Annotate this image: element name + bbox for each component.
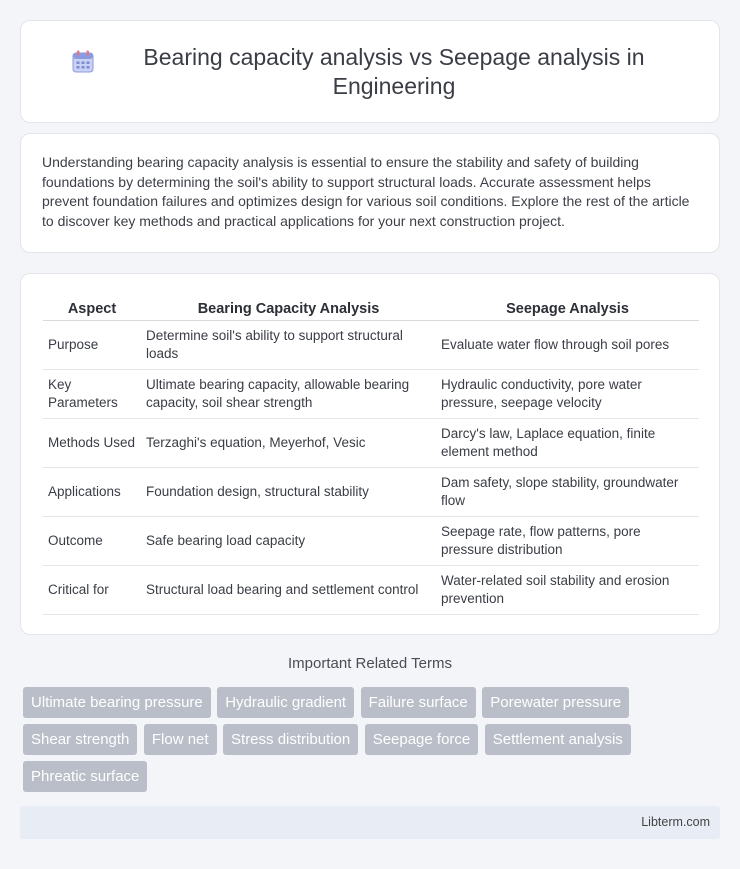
- table-row: [43, 320, 699, 369]
- cell-aspect: Key Parameters: [43, 369, 141, 418]
- footer: [20, 806, 720, 839]
- cell-aspect: Applications: [43, 467, 141, 516]
- cell-bearing: Determine soil's ability to support structural loads: [141, 320, 436, 369]
- cell-bearing: Safe bearing load capacity: [141, 516, 436, 565]
- tag-porewater-pressure[interactable]: Porewater pressure: [482, 687, 629, 718]
- table-header-row: [43, 294, 699, 320]
- cell-seepage: Dam safety, slope stability, groundwater flow: [436, 467, 699, 516]
- calendar-icon: [70, 49, 96, 75]
- column-header-seepage: Seepage Analysis: [436, 294, 699, 320]
- tag-failure-surface[interactable]: Failure surface: [361, 687, 476, 718]
- cell-seepage: Hydraulic conductivity, pore water pressure, seepage velocity: [436, 369, 699, 418]
- tag-stress-distribution[interactable]: Stress distribution: [223, 724, 358, 755]
- footer-site-link[interactable]: Libterm.com: [641, 815, 710, 829]
- comparison-card: [20, 273, 720, 635]
- cell-seepage: Darcy's law, Laplace equation, finite element method: [436, 418, 699, 467]
- related-terms-title: Important Related Terms: [288, 655, 452, 672]
- cell-seepage: Evaluate water flow through soil pores: [436, 320, 699, 369]
- tag-seepage-force[interactable]: Seepage force: [365, 724, 479, 755]
- related-terms-list: [23, 687, 723, 798]
- tag-shear-strength[interactable]: Shear strength: [23, 724, 137, 755]
- tag-flow-net[interactable]: Flow net: [144, 724, 217, 755]
- table-row: [43, 369, 699, 418]
- tag-ultimate-bearing-pressure[interactable]: Ultimate bearing pressure: [23, 687, 211, 718]
- column-header-bearing: Bearing Capacity Analysis: [141, 294, 436, 320]
- tag-hydraulic-gradient[interactable]: Hydraulic gradient: [217, 687, 354, 718]
- cell-bearing: Ultimate bearing capacity, allowable bearing capacity, soil shear strength: [141, 369, 436, 418]
- cell-bearing: Terzaghi's equation, Meyerhof, Vesic: [141, 418, 436, 467]
- cell-bearing: Foundation design, structural stability: [141, 467, 436, 516]
- cell-bearing: Structural load bearing and settlement control: [141, 565, 436, 614]
- comparison-table: [43, 294, 699, 615]
- table-row: [43, 516, 699, 565]
- intro-card: [20, 133, 720, 253]
- column-header-aspect: Aspect: [43, 294, 141, 320]
- cell-aspect: Outcome: [43, 516, 141, 565]
- cell-aspect: Methods Used: [43, 418, 141, 467]
- tag-settlement-analysis[interactable]: Settlement analysis: [485, 724, 631, 755]
- table-row: [43, 565, 699, 614]
- cell-aspect: Purpose: [43, 320, 141, 369]
- table-row: [43, 467, 699, 516]
- header-card: [20, 20, 720, 123]
- tag-phreatic-surface[interactable]: Phreatic surface: [23, 761, 147, 792]
- page-title: Bearing capacity analysis vs Seepage analysis in Engineering: [143, 43, 645, 99]
- intro-text: Understanding bearing capacity analysis is essential to ensure the stability and safety of building foundations by determining the soil's ability to support structural loads. Accurate assessment helps prevent foundation failures and optimizes design for various soil conditions. Explore the rest of the article to discover key methods and practical applications for your next construction project.: [42, 154, 690, 229]
- cell-seepage: Seepage rate, flow patterns, pore pressure distribution: [436, 516, 699, 565]
- cell-seepage: Water-related soil stability and erosion prevention: [436, 565, 699, 614]
- table-row: [43, 418, 699, 467]
- cell-aspect: Critical for: [43, 565, 141, 614]
